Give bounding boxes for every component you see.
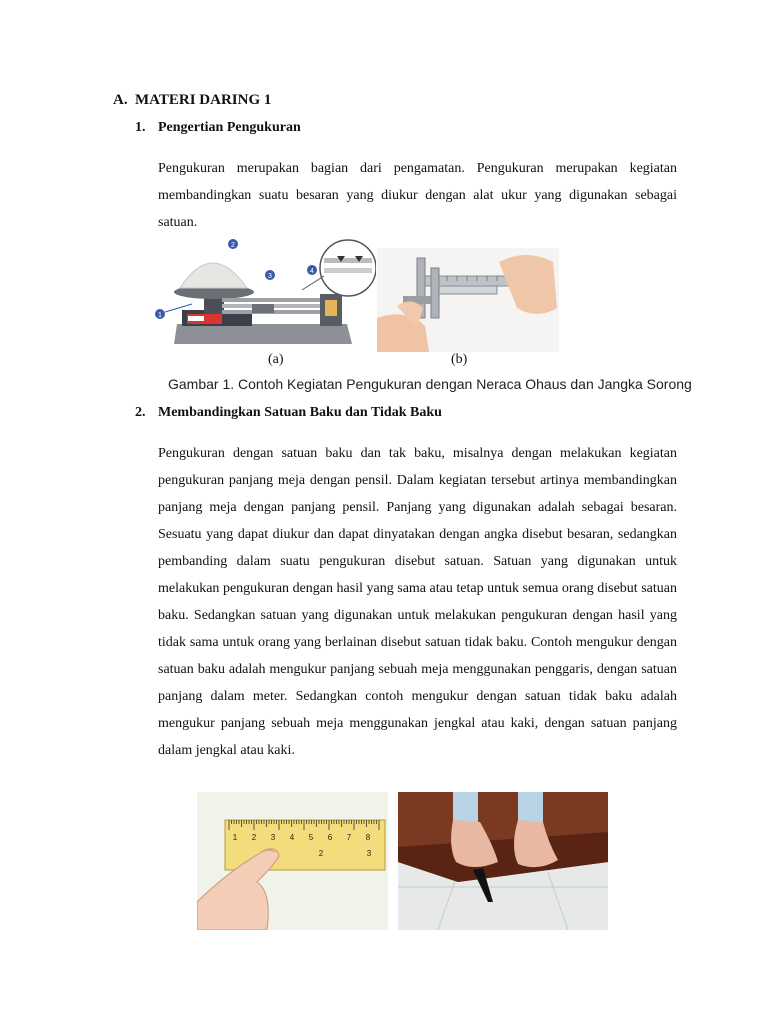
ruler-top-tick-label: 1	[232, 833, 238, 842]
figure-vernier-caliper	[377, 248, 559, 352]
figure-ruler-measurement	[197, 792, 388, 930]
ruler-bottom-tick-label: 3	[366, 849, 372, 858]
ruler-top-tick-label: 5	[308, 833, 314, 842]
paragraph-1: Pengukuran merupakan bagian dari pengamatan. Pengukuran merupakan kegiatan membandingkan suatu besaran yang diukur dengan alat ukur yang digunakan sebagai satuan.	[158, 161, 677, 230]
ruler-top-tick-label: 8	[365, 833, 371, 842]
figure-triple-beam-balance	[152, 238, 376, 352]
figure-hand-span-measurement	[398, 792, 608, 930]
figure-caption: Gambar 1. Contoh Kegiatan Pengukuran dengan Neraca Ohaus dan Jangka Sorong	[168, 376, 692, 392]
ruler-top-tick-label: 2	[251, 833, 257, 842]
callout-3: 3	[268, 273, 272, 280]
ruler-top-tick-label: 6	[327, 833, 333, 842]
ruler-top-tick-label: 7	[346, 833, 352, 842]
subheading-2-number: 2.	[135, 405, 146, 420]
ruler-top-tick-label: 4	[289, 833, 295, 842]
callout-4: 4	[310, 268, 314, 275]
subheading-2-title: Membandingkan Satuan Baku dan Tidak Baku	[158, 405, 442, 420]
section-title: MATERI DARING 1	[135, 92, 272, 108]
subheading-1	[135, 120, 301, 136]
figure-label-a: (a)	[268, 352, 284, 367]
ruler-bottom-tick-label: 2	[318, 849, 324, 858]
section-number: A.	[113, 92, 128, 108]
paragraph-2: Pengukuran dengan satuan baku dan tak baku, misalnya dengan melakukan kegiatan pengukuran panjang meja dengan pensil. Dalam kegiatan tersebut artinya membandingkan panjang meja dengan panjang pensil. Panjang yang digunakan adalah sebagai besaran. Sesuatu yang dapat diukur dan dapat dinyatakan dengan angka disebut besaran, sedangkan pembanding dalam suatu pengukuran disebut satuan. Satuan yang digunakan untuk melakukan pengukuran dengan hasil yang sama atau tetap untuk semua orang disebut satuan baku. Sedangkan satuan yang digunakan untuk melakukan pengukuran dengan hasil yang tidak sama untuk orang yang berlainan disebut satuan tidak baku. Contoh mengukur dengan satuan baku adalah mengukur panjang sebuah meja menggunakan penggaris, dengan satuan panjang dalam meter. Sedangkan contoh mengukur dengan satuan tidak baku adalah mengukur panjang sebuah meja menggunakan jengkal atau kaki, dengan satuan panjang dalam jengkal atau kaki.	[158, 446, 677, 758]
ruler-top-tick-label: 3	[270, 833, 276, 842]
callout-1: 1	[158, 312, 162, 319]
section-heading	[113, 92, 271, 109]
callout-2: 2	[231, 242, 235, 249]
subheading-2	[135, 405, 442, 421]
subheading-1-number: 1.	[135, 120, 146, 135]
subheading-1-title: Pengertian Pengukuran	[158, 120, 301, 135]
figure-label-b: (b)	[451, 352, 468, 367]
